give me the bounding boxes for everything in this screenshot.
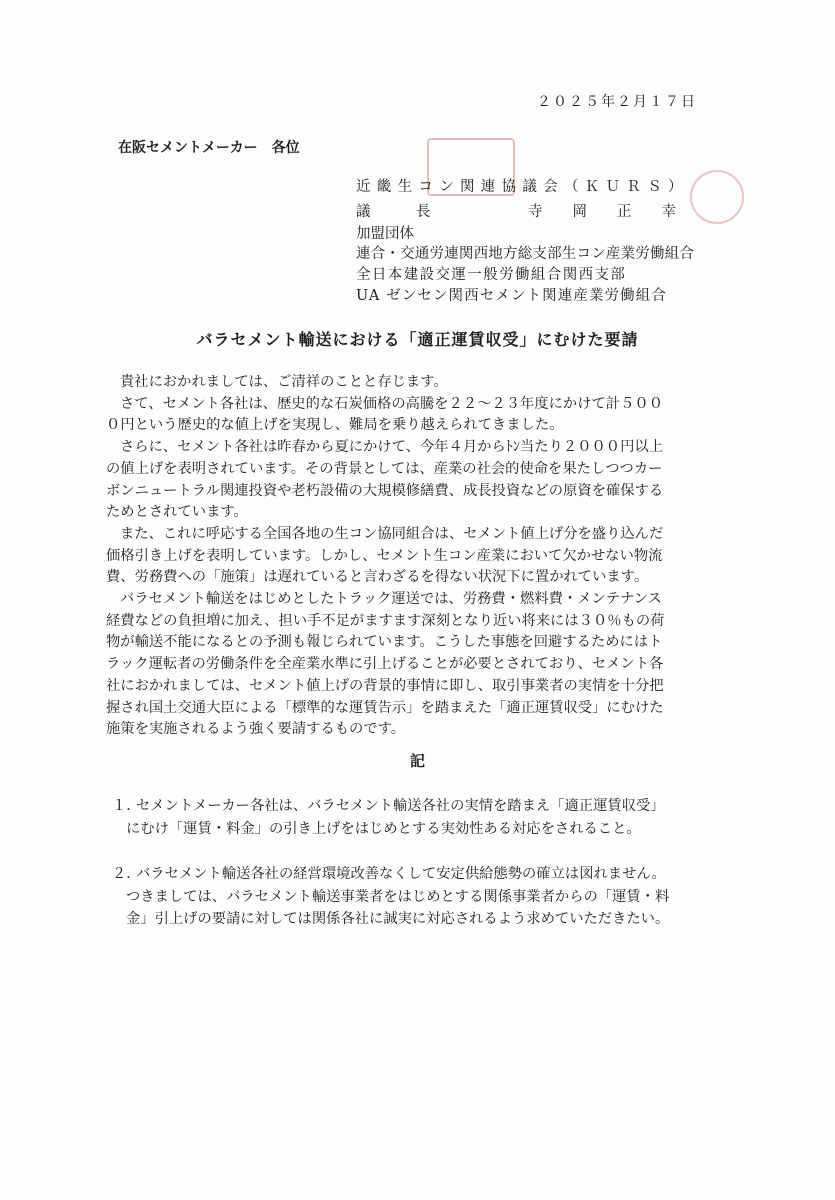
sender-organization: 近畿生コン関連協議会（ＫＵＲＳ） <box>356 179 689 195</box>
member-union: 全日本建設交運一般労働組合関西支部 <box>356 267 627 283</box>
body-line: の値上げを表明されています。その背景としては、産業の社会的使命を果たしつつカー <box>106 460 663 477</box>
body-line: 握され国土交通大臣による「標準的な運賃告示」を踏まえた「適正運賃収受」にむけた <box>106 699 664 716</box>
body-line: ためとされています。 <box>106 504 248 521</box>
body-line: 貴社におかれましては、ご清祥のことと存じます。 <box>120 374 448 390</box>
body-line: また、これに呼応する全国各地の生コン協同組合は、セメント値上げ分を盛り込んだ <box>120 525 664 542</box>
letter-date: ２０２５年２月１７日 <box>537 94 697 110</box>
chair-role-second: 長 <box>416 204 431 220</box>
item-text: 金」引上げの要請に対しては関係各社に誠実に対応されるよう求めていただきたい。 <box>126 911 670 927</box>
recipient: 在阪セメントメーカー 各位 <box>118 140 300 156</box>
body-line: 物が輸送不能になるとの予測も報じられています。こうした事態を回避するためにはト <box>106 634 663 651</box>
item-text: にむけ「運賃・料金」の引き上げをはじめとする実効性ある対応をされること。 <box>126 820 641 837</box>
request-items <box>112 795 712 931</box>
body-line: 価格引き上げを表明しています。しかし、セメント生コン産業において欠かせない物流 <box>106 547 663 564</box>
member-union: 連合・交通労連関西地方総支部生コン産業労働組合 <box>356 246 695 262</box>
request-item-2 <box>112 863 712 886</box>
item-text: つきましては、バラセメント輸送事業者をはじめとする関係事業者からの「運賃・料 <box>126 888 670 905</box>
body-line: ラック運転者の労働条件を全産業水準に引上げることが必要とされており、セメント各 <box>106 656 664 673</box>
body-line: ０円という歴史的な値上げを実現し、難局を乗り越えられてきました。 <box>106 417 564 434</box>
item-text: バラセメント輸送各社の経営環境改善なくして安定供給態勢の確立は図れません。 <box>136 866 666 882</box>
member-union: UA ゼンセン関西セメント関連産業労働組合 <box>356 288 667 304</box>
letter-body <box>106 372 706 741</box>
chair-name: 寺岡正幸 <box>528 204 706 220</box>
request-item-1 <box>112 795 712 818</box>
document-title: バラセメント輸送における「適正運賃収受」にむけた要請 <box>196 330 639 349</box>
body-line: 経費などの負担増に加え、担い手不足がますます深刻となり近い将来には３０％もの荷 <box>106 612 665 629</box>
body-line: 施策を実施されるよう強く要請するものです。 <box>106 721 406 738</box>
item-number: ２． <box>112 866 141 882</box>
body-line: バラセメント輸送をはじめとしたトラック運送では、労務費・燃料費・メンテナンス <box>120 591 662 608</box>
body-line: 費、労務費への「施策」は遅れていると言わざるを得ない状況下に置かれています。 <box>106 569 649 586</box>
item-number: １． <box>112 798 141 814</box>
ki-heading: 記 <box>409 752 425 770</box>
body-line: 社におかれましては、セメント値上げの背景的事情に即し、取引事業者の実情を十分把 <box>106 677 664 694</box>
chair-role-first: 議 <box>356 204 371 220</box>
body-line: ボンニュートラル関連投資や老朽設備の大規模修繕費、成長投資などの原資を確保する <box>106 482 664 499</box>
body-line: さらに、セメント各社は昨春から夏にかけて、今年４月からﾄﾝ当たり２０００円以上 <box>120 439 663 456</box>
body-line: さて、セメント各社は、歴史的な石炭価格の高騰を２２～２３年度にかけて計５００ <box>120 395 663 412</box>
item-text: セメントメーカー各社は、バラセメント輸送各社の実情を踏まえ「適正運賃収受」 <box>136 798 665 814</box>
member-label: 加盟団体 <box>356 226 414 242</box>
